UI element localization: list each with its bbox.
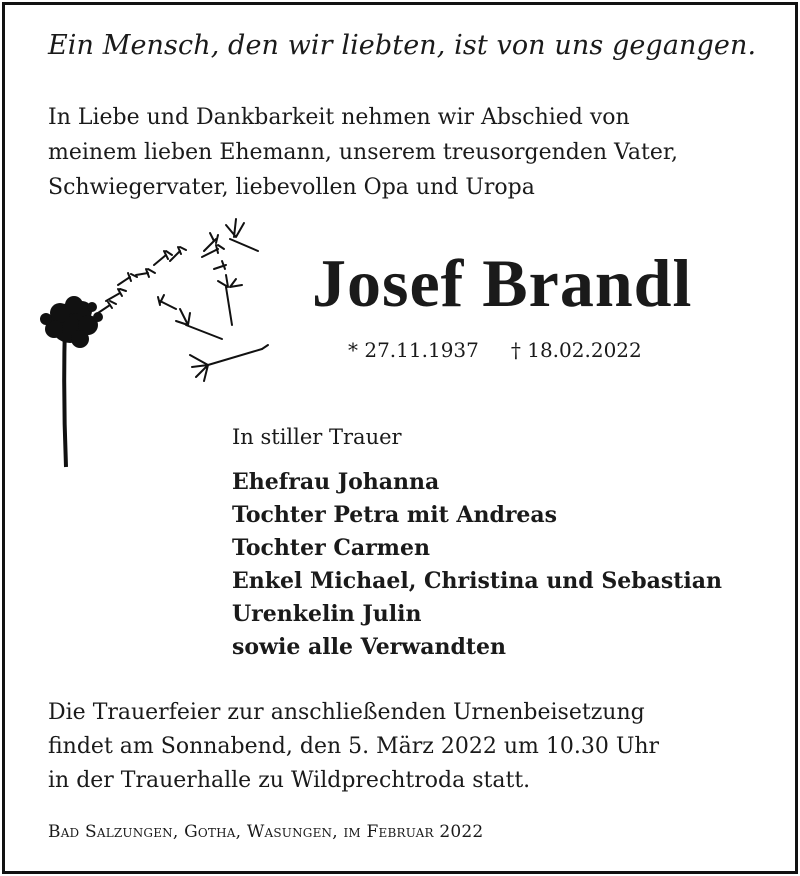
intro-line: Schwiegervater, liebevollen Opa und Uropa (48, 175, 535, 200)
service-info (48, 696, 659, 798)
service-line: in der Trauerhalle zu Wildprechtroda statt. (48, 768, 531, 793)
death-date: † 18.02.2022 (510, 338, 642, 362)
intro-text (48, 100, 678, 205)
intro-quote: Ein Mensch, den wir liebten, ist von uns gegangen. (48, 30, 757, 61)
footer-places: Bad Salzungen, Gotha, Wasungen, im Februar 2022 (48, 822, 484, 842)
mourners-list (232, 466, 722, 664)
life-dates (348, 338, 642, 362)
mourner-line: Ehefrau Johanna (232, 469, 440, 495)
deceased-name: Josef Brandl (312, 245, 693, 321)
intro-line: In Liebe und Dankbarkeit nehmen wir Abschied von (48, 105, 630, 130)
service-line: findet am Sonnabend, den 5. März 2022 um 10.30 Uhr (48, 734, 660, 759)
birth-date: * 27.11.1937 (348, 338, 479, 362)
intro-line: meinem lieben Ehemann, unserem treusorgenden Vater, (48, 140, 678, 165)
mourner-line: Tochter Carmen (232, 535, 430, 561)
mourner-line: Tochter Petra mit Andreas (232, 502, 558, 528)
mourner-line: Urenkelin Julin (232, 601, 422, 627)
service-line: Die Trauerfeier zur anschließenden Urnenbeisetzung (48, 700, 645, 725)
mourner-line: Enkel Michael, Christina und Sebastian (232, 568, 723, 594)
mourner-line: sowie alle Verwandten (232, 634, 507, 660)
mourning-intro: In stiller Trauer (232, 425, 402, 449)
